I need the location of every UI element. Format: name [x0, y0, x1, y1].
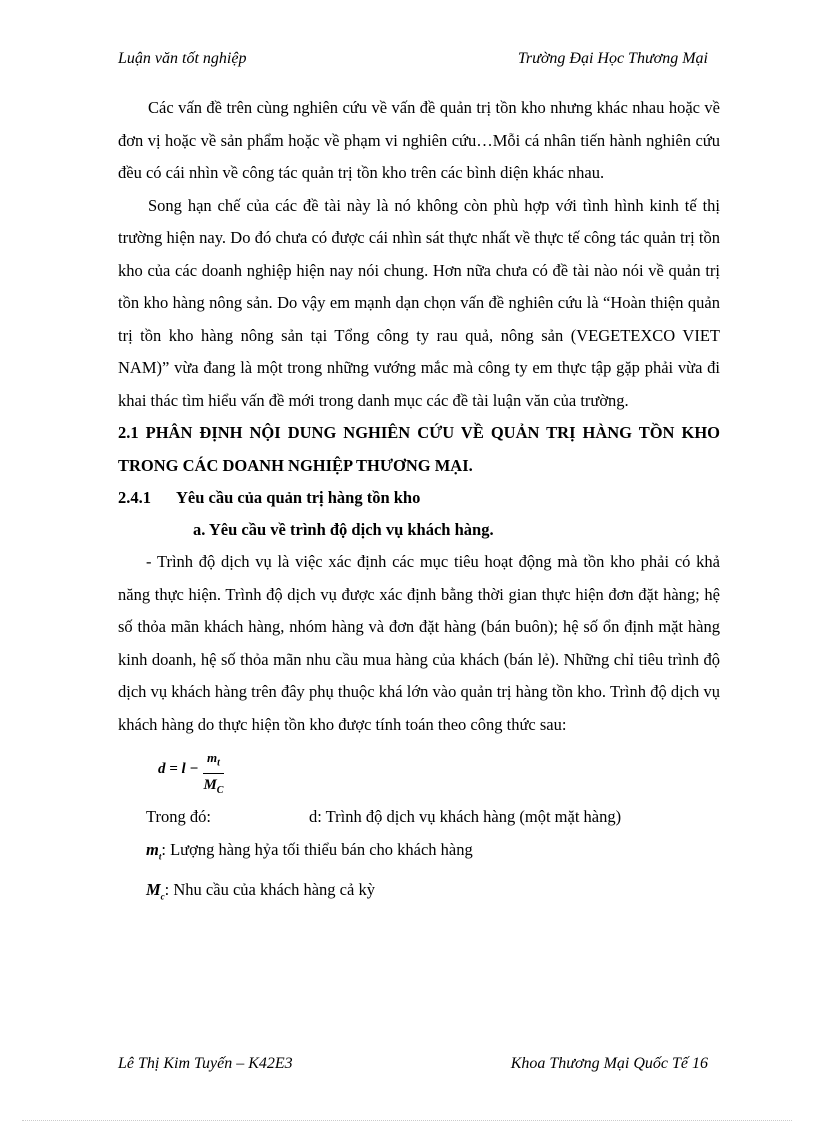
subsection-number: 2.4.1 [118, 488, 151, 507]
subsection-heading [118, 482, 720, 514]
page-bottom-border [22, 1120, 792, 1121]
formula-lhs: d = l − [158, 761, 199, 777]
item-heading: a. Yêu cầu về trình độ dịch vụ khách hàng. [193, 520, 494, 539]
mc-definition: : Nhu cầu của khách hàng cả kỳ [164, 880, 375, 900]
paragraph-3: - Trình độ dịch vụ là việc xác định các mục tiêu hoạt động mà tồn kho phải có khả năng thực hiện. Trình độ dịch vụ được xác định bằng thời gian thực hiện đơn đặt hàng; hệ số thỏa mãn khách hàng, nhóm hàng và đơn đặt hàng (bán buôn); hệ số ổn định mặt hàng kinh doanh, hệ số thỏa mãn nhu cầu mua hàng của khách (bán lẻ). Những chỉ tiêu trình độ dịch vụ khách hàng trên đây phụ thuộc khá lớn vào quản trị hàng tồn kho. Trình độ dịch vụ khách hàng do thực hiện tồn kho được tính toán theo công thức sau: [118, 552, 720, 734]
page-content [118, 92, 720, 914]
paragraph-1: Các vấn đề trên cùng nghiên cứu về vấn đề quản trị tồn kho nhưng khác nhau hoặc về đơn vị hoặc về sản phẩm hoặc về phạm vi nghiên cứu…Mỗi cá nhân tiến hành nghiên cứu đều có cái nhìn về công tác quản trị tồn kho trên các bình diện khác nhau. [118, 98, 720, 182]
section-heading: 2.1 PHÂN ĐỊNH NỘI DUNG NGHIÊN CỨU VỀ QUẢN TRỊ HÀNG TỒN KHO TRONG CÁC DOANH NGHIỆP THƯƠNG MẠI. [118, 423, 720, 475]
where-line [146, 801, 720, 833]
subsection-title: Yêu cầu của quản trị hàng tồn kho [176, 488, 421, 507]
formula [158, 749, 720, 795]
paragraph-2: Song hạn chế của các đề tài này là nó không còn phù hợp với tình hình kinh tế thị trường hiện nay. Do đó chưa có được cái nhìn sát thực nhất về thực tế công tác quản trị tồn kho của các doanh nghiệp hiện nay nói chung. Hơn nữa chưa có đề tài nào nói về quản trị tồn kho hàng nông sản. Do vậy em mạnh dạn chọn vấn đề nghiên cứu là “Hoàn thiện quản trị tồn kho hàng nông sản tại Tổng công ty rau quả, nông sản (VEGETEXCO VIET NAM)” vừa đang là một trong những vướng mắc mà công ty em thực tập gặp phải vừa đi khai thác tìm hiểu vấn đề mới trong danh mục các đề tài luận văn của trường. [118, 195, 720, 410]
page-footer [118, 1055, 708, 1073]
formula-fraction [203, 749, 224, 802]
mc-definition-line [146, 873, 720, 913]
mt-definition: : Lượng hàng hỷa tối thiểu bán cho khách hàng [161, 840, 473, 859]
page-number: 16 [692, 1055, 708, 1072]
page-header [118, 50, 708, 68]
formula-numerator: $m_t$ [203, 749, 224, 774]
footer-right: Khoa Thương Mại Quốc Tế 16 [510, 1055, 708, 1072]
footer-left: Lê Thị Kim Tuyến – K42E3 [118, 1055, 293, 1072]
formula-denominator: $M_C$ [203, 776, 224, 796]
header-right: Trường Đại Học Thương Mại [517, 50, 708, 67]
where-label: Trong đó: [146, 807, 211, 826]
mt-symbol: $m_t$ [146, 840, 162, 862]
d-definition: d: Trình độ dịch vụ khách hàng (một mặt hàng) [309, 807, 622, 826]
mt-definition-line [146, 833, 720, 873]
header-left: Luận văn tốt nghiệp [118, 50, 247, 67]
mc-symbol: $M_c$ [146, 880, 165, 902]
